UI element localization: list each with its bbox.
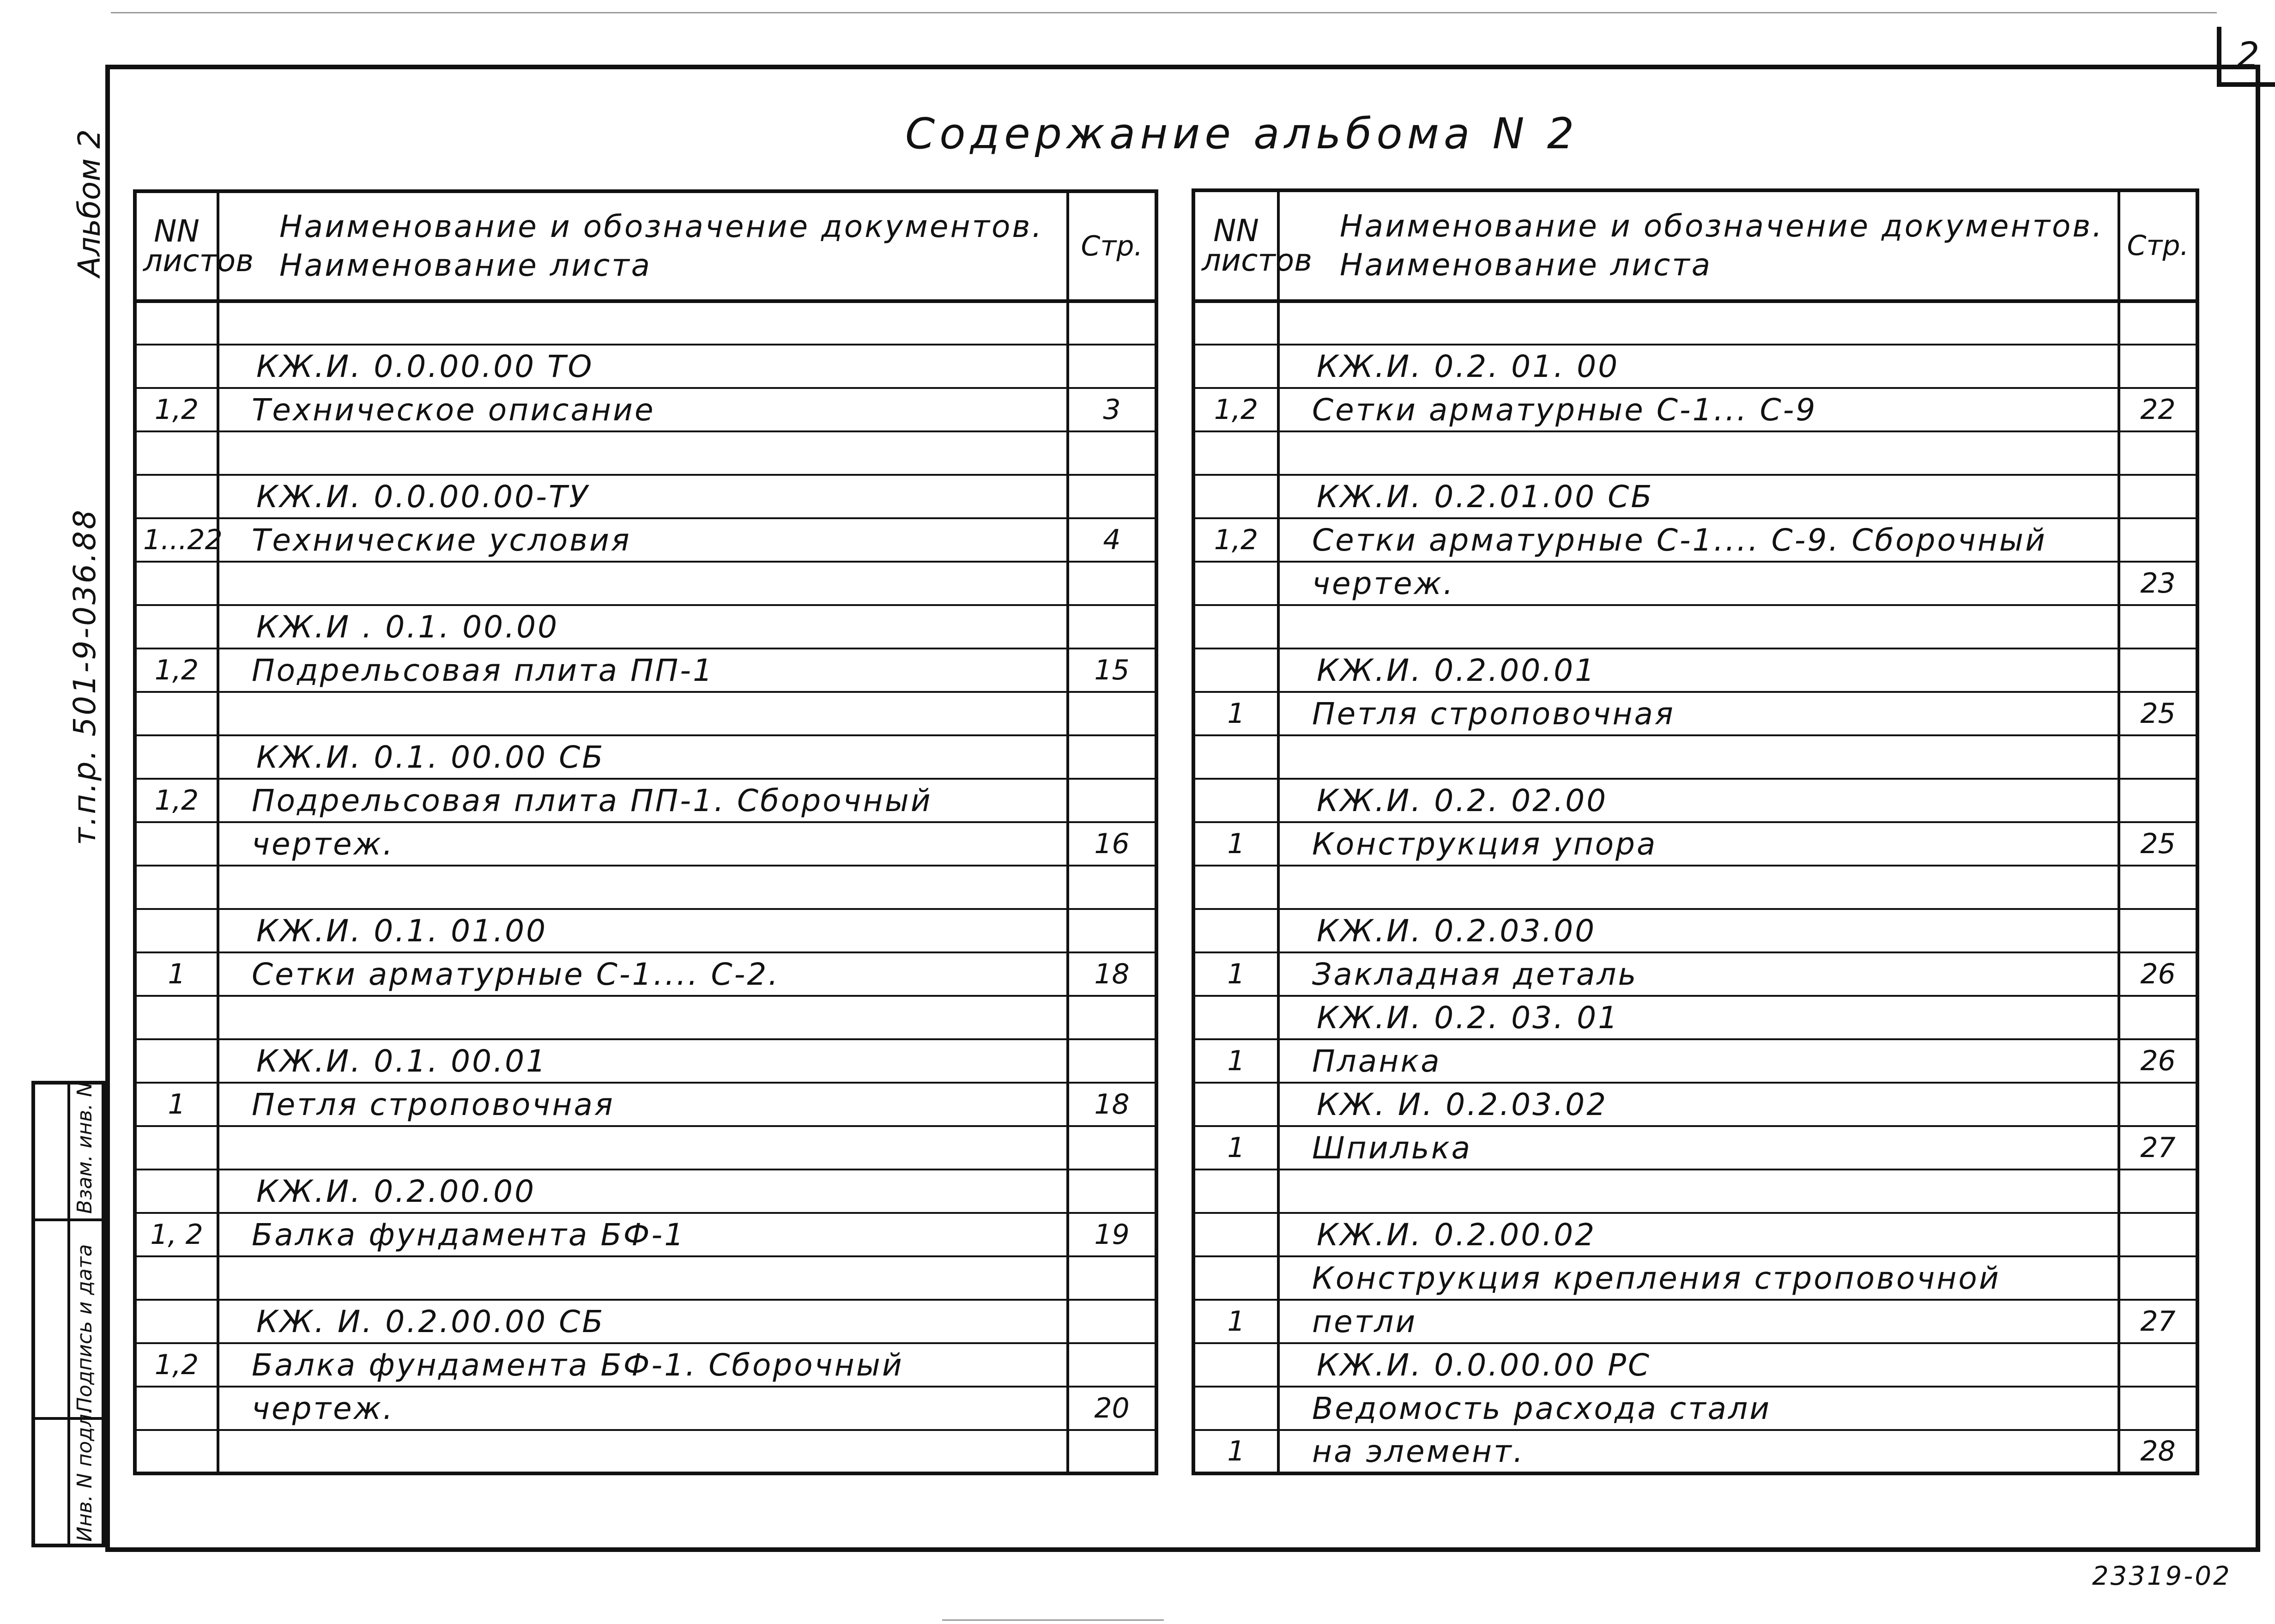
page-number-cell: 23 — [2119, 562, 2197, 605]
page-number-cell — [1068, 475, 1156, 518]
table-row — [135, 605, 1156, 648]
table-row — [1193, 518, 2197, 562]
header-page: Стр. — [2119, 190, 2197, 301]
table-row — [135, 1300, 1156, 1343]
sheet-numbers-cell — [135, 301, 218, 345]
sheet-name-cell — [1278, 1170, 2119, 1213]
page-number-cell — [1068, 1300, 1156, 1343]
page-number-cell — [2119, 1387, 2197, 1430]
table-row — [135, 1430, 1156, 1473]
page-number-cell — [2119, 779, 2197, 822]
sheet-numbers-cell — [1193, 605, 1278, 648]
table-row — [135, 1039, 1156, 1083]
page-number-cell: 16 — [1068, 822, 1156, 866]
sheet-numbers-cell — [135, 1387, 218, 1430]
table-row — [135, 562, 1156, 605]
document-designation-cell: КЖ.И. 0.2. 03. 01 — [1278, 996, 2119, 1039]
page-number-cell: 3 — [1068, 388, 1156, 431]
page-number-cell — [2119, 301, 2197, 345]
table-row — [135, 996, 1156, 1039]
table-row — [135, 1387, 1156, 1430]
sheet-numbers-cell: 1 — [1193, 1126, 1278, 1170]
table-row — [1193, 605, 2197, 648]
sheet-numbers-cell: 1,2 — [135, 1343, 218, 1387]
sheet-name-cell — [218, 1430, 1068, 1473]
table-header-row — [135, 191, 1156, 301]
side-album-label: Альбом 2 — [72, 129, 107, 277]
page-number-cell — [2119, 996, 2197, 1039]
table-row — [1193, 866, 2197, 909]
sheet-name-cell — [218, 1126, 1068, 1170]
sheet-name-cell — [218, 562, 1068, 605]
sheet-numbers-cell: 1 — [1193, 1430, 1278, 1473]
sheet-numbers-cell — [135, 1126, 218, 1170]
sheet-name-cell: Закладная деталь — [1278, 952, 2119, 996]
page-number-cell — [2119, 1170, 2197, 1213]
table-row — [1193, 735, 2197, 779]
table-row — [1193, 1387, 2197, 1430]
page-number-cell — [1068, 1430, 1156, 1473]
sheet-numbers-cell — [135, 605, 218, 648]
sheet-numbers-cell — [135, 1039, 218, 1083]
table-row — [1193, 1430, 2197, 1473]
page-number-cell — [1068, 909, 1156, 952]
contents-table-right — [1192, 188, 2199, 1475]
sheet-name-cell: Сетки арматурные С-1.... С-9. Сборочный — [1278, 518, 2119, 562]
table-row — [1193, 345, 2197, 388]
sheet-numbers-cell — [135, 1256, 218, 1300]
page-number-cell: 18 — [1068, 1083, 1156, 1126]
sheet-name-cell: Конструкция упора — [1278, 822, 2119, 866]
page-number-cell — [2119, 1213, 2197, 1256]
table-row — [1193, 692, 2197, 735]
sheet-numbers-cell: 1 — [1193, 822, 1278, 866]
sheet-name-cell: Петля строповочная — [218, 1083, 1068, 1126]
table-header-row — [1193, 190, 2197, 301]
page-number-cell — [1068, 1039, 1156, 1083]
table-row — [1193, 779, 2197, 822]
sheet-numbers-cell — [135, 909, 218, 952]
sheet-name-cell: Шпилька — [1278, 1126, 2119, 1170]
table-row — [135, 692, 1156, 735]
sheet-numbers-cell: 1 — [1193, 1300, 1278, 1343]
page-number-cell: 25 — [2119, 692, 2197, 735]
table-row — [135, 1083, 1156, 1126]
sheet-name-cell: Балка фундамента БФ-1. Сборочный — [218, 1343, 1068, 1387]
table-row — [135, 909, 1156, 952]
sheet-name-cell — [218, 866, 1068, 909]
sheet-name-cell — [218, 996, 1068, 1039]
sheet-numbers-cell: 1 — [135, 1083, 218, 1126]
page-number-cell: 22 — [2119, 388, 2197, 431]
header-name: Наименование и обозначение документов. Наименование листа — [1278, 190, 2119, 301]
sheet-numbers-cell: 1...22 — [135, 518, 218, 562]
table-row — [1193, 648, 2197, 692]
document-designation-cell: КЖ.И. 0.0.00.00 ТО — [218, 345, 1068, 388]
page-number-cell — [2119, 866, 2197, 909]
document-designation-cell: КЖ.И. 0.2. 02.00 — [1278, 779, 2119, 822]
sheet-numbers-cell: 1,2 — [135, 779, 218, 822]
header-name: Наименование и обозначение документов. Наименование листа — [218, 191, 1068, 301]
table-row — [135, 1256, 1156, 1300]
table-row — [135, 735, 1156, 779]
page-number-cell: 27 — [2119, 1126, 2197, 1170]
sheet-name-cell: Сетки арматурные С-1.... С-2. — [218, 952, 1068, 996]
sheet-name-cell: на элемент. — [1278, 1430, 2119, 1473]
page-number-cell — [1068, 562, 1156, 605]
sheet-name-cell: Планка — [1278, 1039, 2119, 1083]
stamp-vzam-label: Взам. инв. N — [73, 1082, 97, 1214]
sheet-numbers-cell — [1193, 1213, 1278, 1256]
sheet-numbers-cell — [1193, 475, 1278, 518]
table-row — [1193, 909, 2197, 952]
table-row — [1193, 431, 2197, 475]
page-number-cell: 15 — [1068, 648, 1156, 692]
page-title: Содержание альбома N 2 — [905, 109, 1579, 158]
sheet-name-cell — [1278, 431, 2119, 475]
page-number-cell — [2119, 431, 2197, 475]
sheet-name-cell — [218, 1256, 1068, 1300]
sheet-name-cell — [1278, 866, 2119, 909]
sheet-name-cell: Техническое описание — [218, 388, 1068, 431]
sheet-numbers-cell — [1193, 648, 1278, 692]
table-row — [135, 388, 1156, 431]
sheet-numbers-cell: 1 — [1193, 692, 1278, 735]
sheet-name-cell: Сетки арматурные С-1... С-9 — [1278, 388, 2119, 431]
page-number-cell: 28 — [2119, 1430, 2197, 1473]
table-row — [135, 866, 1156, 909]
sheet-numbers-cell — [1193, 735, 1278, 779]
table-row — [1193, 952, 2197, 996]
page-number-cell: 27 — [2119, 1300, 2197, 1343]
page-number-cell: 26 — [2119, 1039, 2197, 1083]
page-number-cell — [1068, 1343, 1156, 1387]
table-row — [135, 822, 1156, 866]
document-designation-cell: КЖ.И. 0.2.00.02 — [1278, 1213, 2119, 1256]
table-row — [135, 952, 1156, 996]
sheet-numbers-cell — [1193, 1343, 1278, 1387]
document-designation-cell: КЖ.И. 0.1. 00.01 — [218, 1039, 1068, 1083]
table-row — [135, 301, 1156, 345]
document-designation-cell: КЖ.И. 0.2.00.00 — [218, 1170, 1068, 1213]
sheet-name-cell — [1278, 735, 2119, 779]
drawing-number: 23319-02 — [2092, 1561, 2232, 1591]
table-row — [1193, 301, 2197, 345]
document-designation-cell: КЖ.И. 0.2. 01. 00 — [1278, 345, 2119, 388]
page-number-cell — [2119, 735, 2197, 779]
document-designation-cell: КЖ. И. 0.2.00.00 СБ — [218, 1300, 1068, 1343]
table-row — [1193, 1256, 2197, 1300]
sheet-name-cell: чертеж. — [218, 822, 1068, 866]
sheet-numbers-cell — [135, 735, 218, 779]
sheet-name-cell: чертеж. — [1278, 562, 2119, 605]
page-number-box — [2217, 27, 2275, 87]
sheet-numbers-cell — [135, 345, 218, 388]
table-row — [1193, 1083, 2197, 1126]
sheet-name-cell: Балка фундамента БФ-1 — [218, 1213, 1068, 1256]
page-number-cell — [1068, 1256, 1156, 1300]
page-number-cell — [1068, 431, 1156, 475]
page-number-cell — [1068, 996, 1156, 1039]
page-number-cell — [2119, 648, 2197, 692]
page-number-cell: 19 — [1068, 1213, 1156, 1256]
page-number-cell — [1068, 605, 1156, 648]
sheet-numbers-cell — [1193, 866, 1278, 909]
table-row — [135, 518, 1156, 562]
page-number-cell — [1068, 1170, 1156, 1213]
sheet-name-cell: петли — [1278, 1300, 2119, 1343]
table-row — [1193, 996, 2197, 1039]
sheet-name-cell: Конструкция крепления строповочной — [1278, 1256, 2119, 1300]
table-row — [135, 475, 1156, 518]
page-number-cell — [2119, 1256, 2197, 1300]
sheet-numbers-cell: 1,2 — [135, 388, 218, 431]
sheet-numbers-cell — [135, 822, 218, 866]
sheet-name-cell: Подрельсовая плита ПП-1. Сборочный — [218, 779, 1068, 822]
sheet-numbers-cell — [1193, 1170, 1278, 1213]
table-row — [135, 1170, 1156, 1213]
document-designation-cell: КЖ.И. 0.1. 00.00 СБ — [218, 735, 1068, 779]
sheet-numbers-cell — [135, 692, 218, 735]
table-row — [1193, 1170, 2197, 1213]
page-number-cell: 4 — [1068, 518, 1156, 562]
page-number-cell: 25 — [2119, 822, 2197, 866]
table-row — [135, 1343, 1156, 1387]
table-row — [1193, 822, 2197, 866]
page-number-cell — [1068, 345, 1156, 388]
stamp-inv-no-label: Инв. N подл. — [73, 1407, 97, 1542]
page-number-cell — [2119, 605, 2197, 648]
stamp-sign-date-label: Подпись и дата — [73, 1244, 97, 1412]
table-row — [1193, 388, 2197, 431]
page-number-cell: 26 — [2119, 952, 2197, 996]
page-number-cell — [2119, 909, 2197, 952]
sheet-name-cell — [218, 431, 1068, 475]
contents-table-left — [133, 189, 1158, 1475]
document-designation-cell: КЖ.И. 0.0.00.00-ТУ — [218, 475, 1068, 518]
page-number-cell — [1068, 779, 1156, 822]
document-designation-cell: КЖ.И. 0.2.00.01 — [1278, 648, 2119, 692]
sheet-numbers-cell: 1,2 — [1193, 388, 1278, 431]
sheet-numbers-cell: 1 — [1193, 952, 1278, 996]
sheet-name-cell: чертеж. — [218, 1387, 1068, 1430]
sheet-numbers-cell: 1 — [1193, 1039, 1278, 1083]
header-page: Стр. — [1068, 191, 1156, 301]
sheet-name-cell: Подрельсовая плита ПП-1 — [218, 648, 1068, 692]
table-row — [135, 648, 1156, 692]
page-number-cell — [2119, 475, 2197, 518]
table-row — [1193, 1126, 2197, 1170]
document-designation-cell: КЖ.И. 0.1. 01.00 — [218, 909, 1068, 952]
sheet-numbers-cell — [1193, 779, 1278, 822]
sheet-numbers-cell — [135, 1170, 218, 1213]
header-nn: NN листов — [1193, 190, 1278, 301]
sheet-numbers-cell — [1193, 1256, 1278, 1300]
sheet-numbers-cell — [1193, 996, 1278, 1039]
document-designation-cell: КЖ. И. 0.2.03.02 — [1278, 1083, 2119, 1126]
sheet-numbers-cell — [135, 431, 218, 475]
sheet-numbers-cell — [1193, 562, 1278, 605]
page-number-cell — [1068, 692, 1156, 735]
sheet-name-cell: Технические условия — [218, 518, 1068, 562]
sheet-numbers-cell — [135, 475, 218, 518]
page-number-cell — [1068, 301, 1156, 345]
document-designation-cell: КЖ.И . 0.1. 00.00 — [218, 605, 1068, 648]
page-number-cell — [1068, 1126, 1156, 1170]
table-row — [1193, 562, 2197, 605]
table-row — [1193, 1039, 2197, 1083]
table-row — [135, 779, 1156, 822]
sheet-numbers-cell: 1, 2 — [135, 1213, 218, 1256]
sheet-numbers-cell — [135, 1430, 218, 1473]
side-project-code: т.п.р. 501-9-036.88 — [67, 508, 103, 845]
sheet-numbers-cell — [1193, 431, 1278, 475]
table-row — [1193, 1213, 2197, 1256]
sheet-numbers-cell — [135, 866, 218, 909]
sheet-name-cell: Петля строповочная — [1278, 692, 2119, 735]
table-row — [135, 1213, 1156, 1256]
sheet-name-cell — [1278, 301, 2119, 345]
sheet-numbers-cell: 1 — [135, 952, 218, 996]
sheet-numbers-cell — [1193, 1083, 1278, 1126]
sheet-numbers-cell — [1193, 345, 1278, 388]
sheet-numbers-cell — [1193, 301, 1278, 345]
sheet-name-cell — [218, 301, 1068, 345]
table-row — [1193, 1300, 2197, 1343]
sheet-name-cell — [218, 692, 1068, 735]
document-designation-cell: КЖ.И. 0.2.01.00 СБ — [1278, 475, 2119, 518]
sheet-numbers-cell — [1193, 909, 1278, 952]
page-number-cell: 18 — [1068, 952, 1156, 996]
page-number-cell — [1068, 866, 1156, 909]
sheet-name-cell: Ведомость расхода стали — [1278, 1387, 2119, 1430]
sheet-name-cell — [1278, 605, 2119, 648]
sheet-numbers-cell: 1,2 — [135, 648, 218, 692]
page-number-cell: 20 — [1068, 1387, 1156, 1430]
page-number-cell — [2119, 518, 2197, 562]
sheet-numbers-cell — [135, 996, 218, 1039]
sheet-numbers-cell: 1,2 — [1193, 518, 1278, 562]
page-number-cell — [1068, 735, 1156, 779]
document-designation-cell: КЖ.И. 0.0.00.00 РС — [1278, 1343, 2119, 1387]
table-row — [135, 345, 1156, 388]
sheet-numbers-cell — [135, 1300, 218, 1343]
inventory-stamp — [31, 1081, 105, 1547]
sheet-numbers-cell — [1193, 1387, 1278, 1430]
table-row — [135, 1126, 1156, 1170]
page-number-cell — [2119, 1343, 2197, 1387]
sheet-numbers-cell — [135, 562, 218, 605]
page-number-cell — [2119, 1083, 2197, 1126]
table-row — [135, 431, 1156, 475]
table-row — [1193, 475, 2197, 518]
page-number: 2 — [2237, 34, 2260, 75]
table-row — [1193, 1343, 2197, 1387]
document-designation-cell: КЖ.И. 0.2.03.00 — [1278, 909, 2119, 952]
header-nn: NN листов — [135, 191, 218, 301]
page-number-cell — [2119, 345, 2197, 388]
